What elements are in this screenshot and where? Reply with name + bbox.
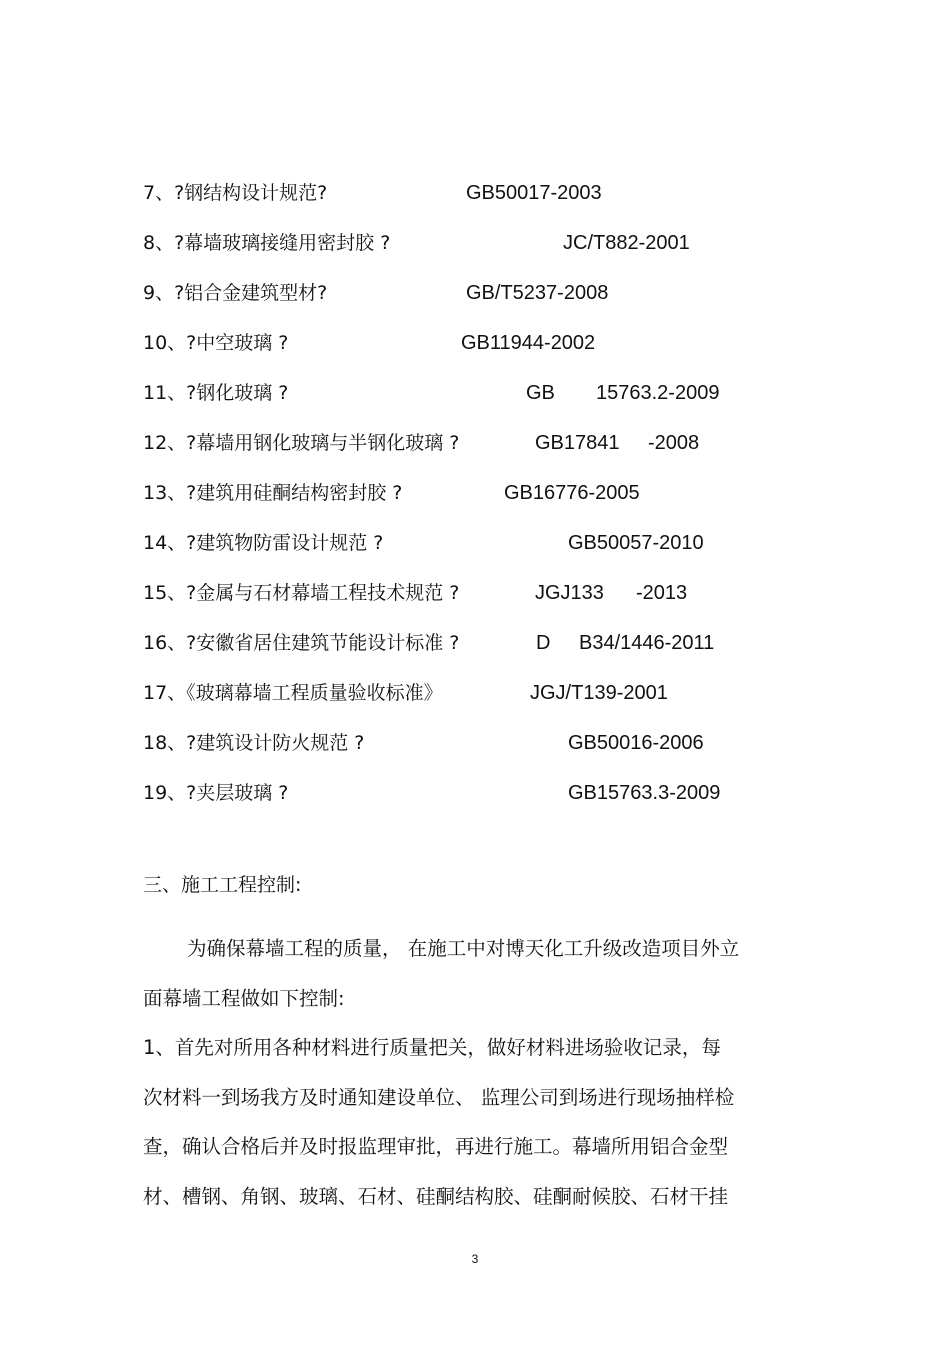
standard-item	[143, 228, 843, 278]
standard-title: 11、?钢化玻璃 ?	[143, 382, 289, 404]
standard-code-prefix: JGJ133	[535, 582, 604, 604]
standard-title: 9、?铝合金建筑型材?	[143, 282, 328, 304]
standard-item	[143, 378, 843, 428]
standard-item	[143, 428, 843, 478]
item-paragraph	[143, 1023, 803, 1221]
standard-code-suffix: B34/1446-2011	[579, 632, 715, 654]
standard-item	[143, 528, 843, 578]
construction-control-section	[143, 870, 803, 1221]
standard-title: 17、《玻璃幕墙工程质量验收标准》	[143, 682, 443, 704]
paragraph-line: 面幕墙工程做如下控制:	[143, 986, 345, 1010]
standard-title: 10、?中空玻璃 ?	[143, 332, 289, 354]
standard-code: GB15763.3-2009	[568, 782, 721, 804]
standard-title: 16、?安徽省居住建筑节能设计标准 ?	[143, 632, 460, 654]
standard-code-prefix: GB17841	[535, 432, 620, 454]
standard-title: 7、?钢结构设计规范?	[143, 182, 328, 204]
standard-title: 19、?夹层玻璃 ?	[143, 782, 289, 804]
standard-code-suffix: -2013	[636, 582, 688, 604]
standard-title: 13、?建筑用硅酮结构密封胶 ?	[143, 482, 403, 504]
paragraph-line: 材、槽钢、角钢、玻璃、石材、硅酮结构胶、硅酮耐候胶、石材干挂	[143, 1184, 729, 1208]
standard-code: JGJ/T139-2001	[530, 682, 668, 704]
standard-code-suffix: -2008	[648, 432, 700, 454]
paragraph-line: 为确保幕墙工程的质量， 在施工中对博天化工升级改造项目外立	[187, 937, 740, 960]
paragraph-line: 查，确认合格后并及时报监理审批，再进行施工。幕墙所用铝合金型	[143, 1135, 729, 1158]
standard-item	[143, 578, 843, 628]
standard-title: 12、?幕墙用钢化玻璃与半钢化玻璃 ?	[143, 432, 460, 454]
standard-title: 18、?建筑设计防火规范 ?	[143, 732, 365, 754]
standard-code: GB11944-2002	[461, 332, 596, 354]
standard-code: GB16776-2005	[504, 482, 640, 504]
standards-list	[143, 178, 843, 828]
standard-item	[143, 178, 843, 228]
standard-code: GB50057-2010	[568, 532, 704, 554]
standard-title: 8、?幕墙玻璃接缝用密封胶 ?	[143, 232, 391, 254]
standard-code-prefix: D	[536, 632, 551, 654]
paragraph-line: 1、首先对所用各种材料进行质量把关，做好材料进场验收记录，每	[143, 1036, 721, 1059]
standard-title: 15、?金属与石材幕墙工程技术规范 ?	[143, 582, 460, 604]
standard-code: JC/T882-2001	[563, 232, 690, 254]
page-number: 3	[471, 1252, 479, 1266]
standard-item	[143, 678, 843, 728]
section-heading: 三、施工工程控制:	[143, 874, 302, 896]
standard-item	[143, 278, 843, 328]
standard-item	[143, 778, 843, 828]
standard-code-prefix: GB	[526, 382, 555, 404]
standard-item	[143, 728, 843, 778]
standard-code-suffix: 15763.2-2009	[596, 382, 720, 404]
standard-code: GB/T5237-2008	[466, 282, 609, 304]
standard-title: 14、?建筑物防雷设计规范 ?	[143, 532, 384, 554]
standard-code: GB50016-2006	[568, 732, 704, 754]
standard-item	[143, 328, 843, 378]
paragraph-line: 次材料一到场我方及时通知建设单位、 监理公司到场进行现场抽样检	[143, 1085, 735, 1109]
intro-paragraph	[143, 924, 803, 1023]
standard-item	[143, 478, 843, 528]
standard-code: GB50017-2003	[466, 182, 602, 204]
standard-item	[143, 628, 843, 678]
